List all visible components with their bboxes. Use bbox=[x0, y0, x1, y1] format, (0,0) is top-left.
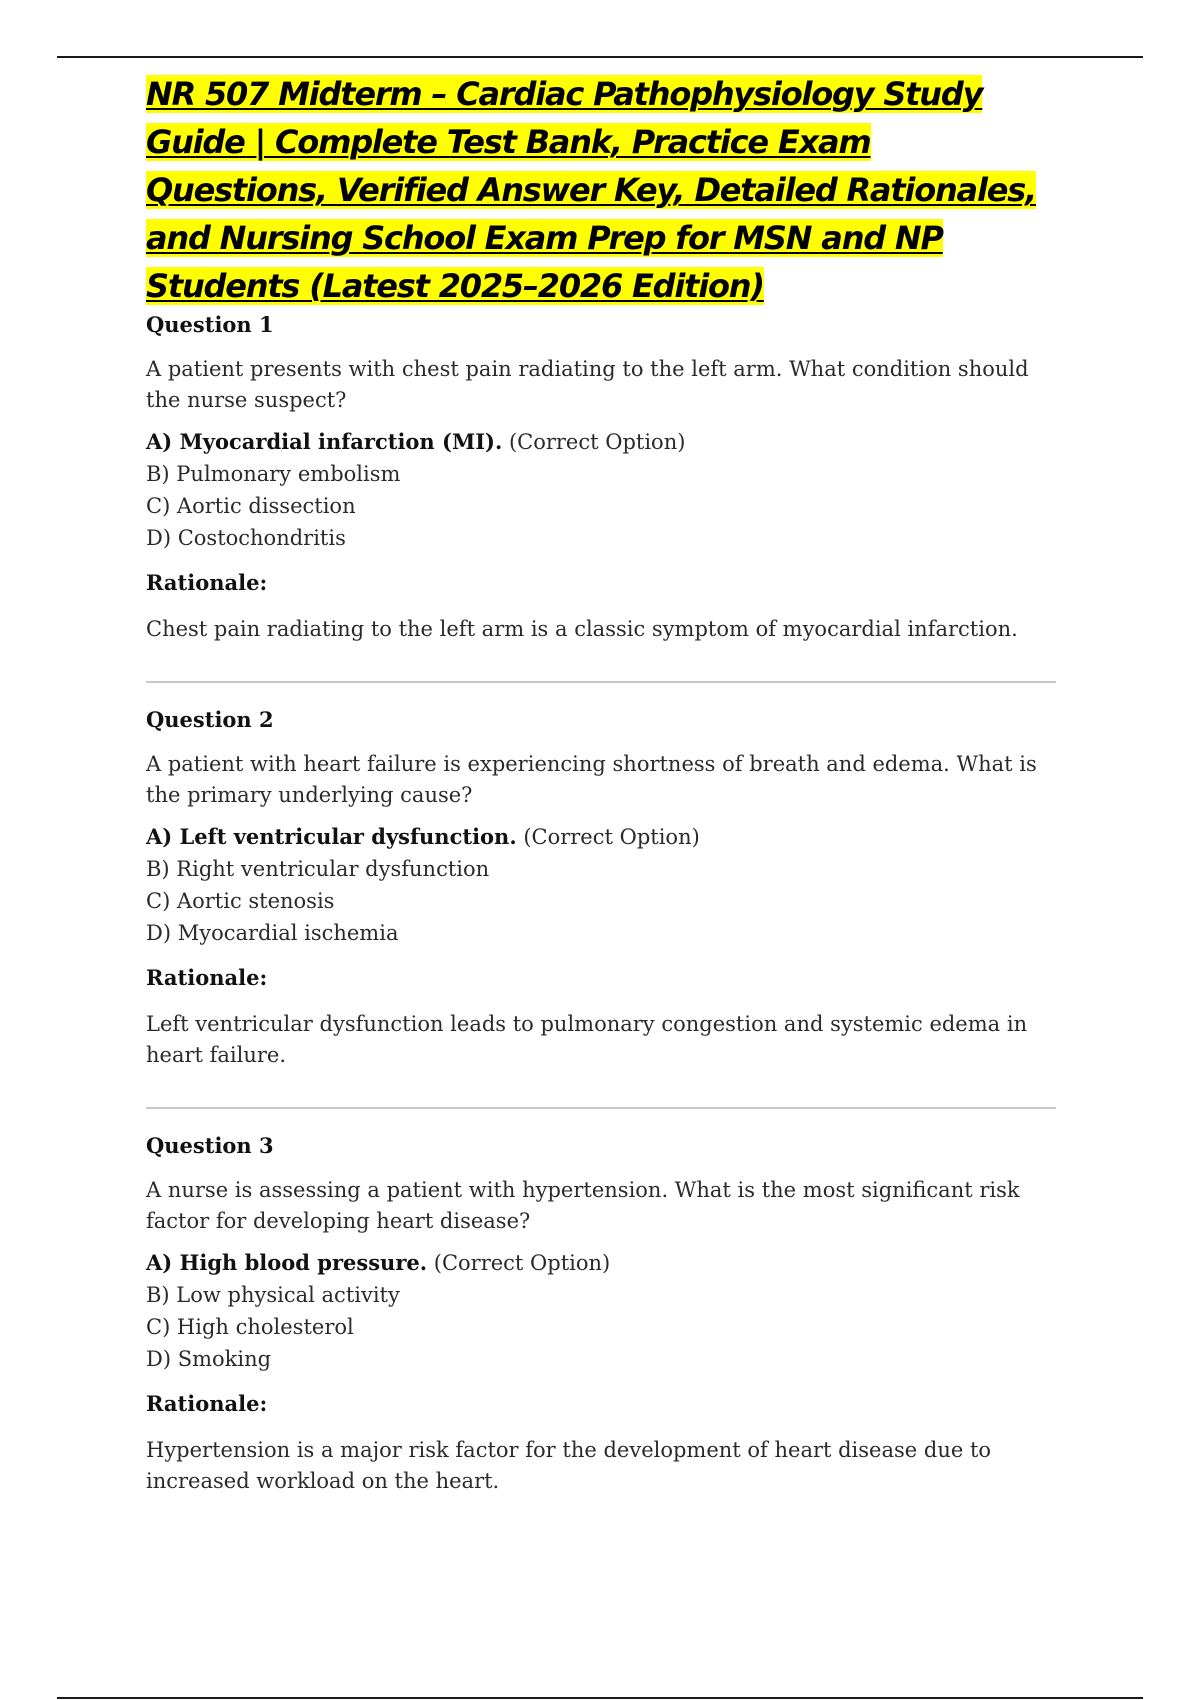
rationale-text: Chest pain radiating to the left arm is a classic symptom of myocardial infarction. bbox=[146, 617, 1018, 641]
document-body bbox=[146, 70, 1056, 1497]
answer-option-correct bbox=[146, 426, 1056, 458]
rationale-text: Left ventricular dysfunction leads to pulmonary congestion and systemic edema in heart failure. bbox=[146, 1012, 1028, 1067]
document-title bbox=[146, 70, 1056, 310]
answer-option: D) Costochondritis bbox=[146, 526, 346, 550]
answer-option: C) Aortic stenosis bbox=[146, 889, 335, 913]
answer-option: B) Low physical activity bbox=[146, 1283, 400, 1307]
rationale-heading: Rationale: bbox=[146, 570, 268, 595]
correct-option-tag: (Correct Option) bbox=[508, 430, 686, 454]
correct-answer-text: A) High blood pressure. bbox=[146, 1250, 428, 1275]
question-heading: Question 1 bbox=[146, 312, 274, 337]
correct-option-tag: (Correct Option) bbox=[433, 1251, 611, 1275]
question-text: A nurse is assessing a patient with hypertension. What is the most significant risk factor for developing heart disease? bbox=[146, 1178, 1020, 1233]
correct-option-tag: (Correct Option) bbox=[523, 825, 700, 849]
section-divider bbox=[146, 681, 1056, 683]
answer-option: B) Pulmonary embolism bbox=[146, 462, 401, 486]
correct-answer-text: A) Myocardial infarction (MI). bbox=[146, 429, 503, 454]
answer-option-correct bbox=[146, 1247, 1056, 1279]
question-block-2 bbox=[146, 705, 1056, 1071]
question-text: A patient with heart failure is experiencing shortness of breath and edema. What is the primary underlying cause? bbox=[146, 752, 1037, 807]
rationale-heading: Rationale: bbox=[146, 1391, 268, 1416]
section-divider bbox=[146, 1107, 1056, 1109]
question-text: A patient presents with chest pain radiating to the left arm. What condition should the nurse suspect? bbox=[146, 357, 1029, 412]
question-heading: Question 3 bbox=[146, 1133, 274, 1158]
answer-options bbox=[146, 1247, 1056, 1375]
question-heading: Question 2 bbox=[146, 707, 274, 732]
page-top-rule bbox=[57, 56, 1143, 58]
rationale-text: Hypertension is a major risk factor for the development of heart disease due to increased workload on the heart. bbox=[146, 1438, 992, 1493]
answer-option-correct bbox=[146, 821, 1056, 853]
rationale-heading: Rationale: bbox=[146, 965, 268, 990]
answer-option: C) High cholesterol bbox=[146, 1315, 354, 1339]
answer-option: D) Myocardial ischemia bbox=[146, 921, 399, 945]
answer-option: B) Right ventricular dysfunction bbox=[146, 857, 490, 881]
page-bottom-rule bbox=[57, 1697, 1143, 1699]
answer-option: C) Aortic dissection bbox=[146, 494, 356, 518]
answer-options bbox=[146, 821, 1056, 949]
answer-option: D) Smoking bbox=[146, 1347, 272, 1371]
question-block-1 bbox=[146, 310, 1056, 645]
correct-answer-text: A) Left ventricular dysfunction. bbox=[146, 824, 517, 849]
question-block-3 bbox=[146, 1131, 1056, 1497]
answer-options bbox=[146, 426, 1056, 554]
document-title-text: NR 507 Midterm – Cardiac Pathophysiology Study Guide | Complete Test Bank, Practice Exam Questions, Verified Answer Key, Detailed Rationales, and Nursing School Exam Prep for MSN and NP Students (Latest 2025–2026 Edition) bbox=[146, 75, 1037, 305]
